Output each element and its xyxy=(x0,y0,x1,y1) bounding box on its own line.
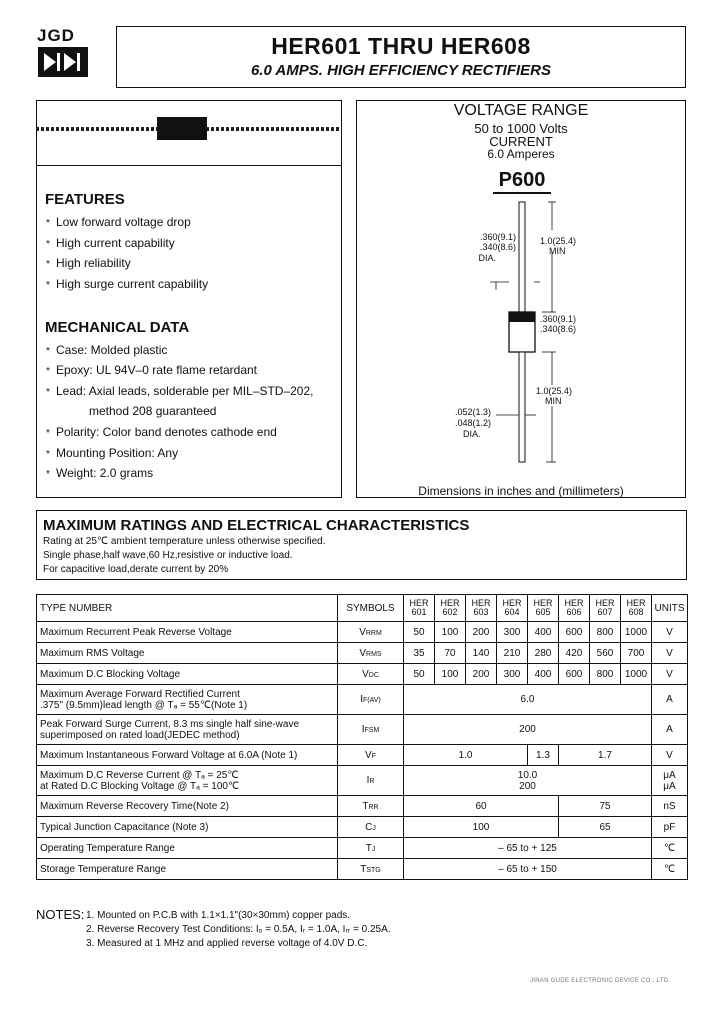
cell-value: 700 xyxy=(621,643,652,664)
cell-value: 1.7 xyxy=(559,745,652,766)
cell-value: 600 xyxy=(559,622,590,643)
row-symbol: TRR xyxy=(338,796,404,817)
row-unit: ℃ xyxy=(652,838,688,859)
cell-value: 300 xyxy=(497,664,528,685)
row-unit: V xyxy=(652,664,688,685)
row-param: Maximum D.C Blocking Voltage xyxy=(37,664,338,685)
row-symbol: VRMS xyxy=(338,643,404,664)
cell-value: 300 xyxy=(497,622,528,643)
row-param: Maximum Recurrent Peak Reverse Voltage xyxy=(37,622,338,643)
cell-value: 140 xyxy=(466,643,497,664)
ratings-table xyxy=(36,594,688,880)
page-title: HER601 THRU HER608 xyxy=(271,33,531,59)
row-param: Maximum Average Forward Rectified Current .375" (9.5mm)lead length @ Tₐ = 55℃(Note 1) xyxy=(37,685,338,715)
table-row xyxy=(37,766,688,796)
col-header-part: HER 605 xyxy=(528,595,559,622)
col-header-part: HER 608 xyxy=(621,595,652,622)
mechanical-item: * Weight: 2.0 grams xyxy=(46,466,154,480)
dim-body-1: .360(9.1) xyxy=(540,314,577,324)
feature-item: * Low forward voltage drop xyxy=(46,215,191,229)
current-label: CURRENT xyxy=(489,134,553,149)
cell-value: 200 xyxy=(466,622,497,643)
cell-value: 50 xyxy=(404,664,435,685)
cell-value: 280 xyxy=(528,643,559,664)
col-header-part: HER 601 xyxy=(404,595,435,622)
row-param: Typical Junction Capacitance (Note 3) xyxy=(37,817,338,838)
cell-value: 65 xyxy=(559,817,652,838)
row-symbol: IR xyxy=(338,766,404,796)
diode-body-image xyxy=(157,117,207,140)
row-param: Operating Temperature Range xyxy=(37,838,338,859)
dim-lead-dia-1: .360(9.1) xyxy=(479,232,516,242)
col-header-part: HER 606 xyxy=(559,595,590,622)
row-symbol: IFSM xyxy=(338,715,404,745)
cell-value: 1.3 xyxy=(528,745,559,766)
table-row xyxy=(37,715,688,745)
row-symbol: TJ xyxy=(338,838,404,859)
feature-item: * High surge current capability xyxy=(46,277,209,291)
cell-value: 35 xyxy=(404,643,435,664)
col-header-symbols: SYMBOLS xyxy=(338,595,404,622)
dim-lead-dia-2: .340(8.6) xyxy=(479,242,516,252)
cell-value: 1.0 xyxy=(404,745,528,766)
cell-value: 100 xyxy=(435,664,466,685)
dim-body-2: .340(8.6) xyxy=(540,324,577,334)
cell-value: 420 xyxy=(559,643,590,664)
table-row xyxy=(37,664,688,685)
col-header-units: UNITS xyxy=(652,595,688,622)
row-unit: V xyxy=(652,745,688,766)
table-row xyxy=(37,859,688,880)
row-unit: A xyxy=(652,715,688,745)
cell-value: 800 xyxy=(590,664,621,685)
table-header-row xyxy=(37,595,688,622)
dim-wire-3: DIA. xyxy=(463,429,481,439)
cell-value: – 65 to + 125 xyxy=(404,838,652,859)
cell-value: 600 xyxy=(559,664,590,685)
row-unit: V xyxy=(652,622,688,643)
dim-len-bot-1: 1.0(25.4) xyxy=(536,386,573,396)
cell-value: 100 xyxy=(435,622,466,643)
cell-value: 200 xyxy=(466,664,497,685)
company-footer: JINAN GUDE ELECTRONIC DEVICE CO., LTD. xyxy=(530,978,671,984)
row-param: Maximum Instantaneous Forward Voltage at 6.0A (Note 1) xyxy=(37,745,338,766)
company-logo-text: JGD xyxy=(37,26,75,45)
ratings-note: For capacitive load,derate current by 20% xyxy=(43,564,229,575)
note-item: 3. Measured at 1 MHz and applied reverse voltage of 4.0V D.C. xyxy=(86,938,368,949)
row-unit: nS xyxy=(652,796,688,817)
row-param: Maximum D.C Reverse Current @ Tₐ = 25℃ at Rated D.C Blocking Voltage @ Tₐ = 100℃ xyxy=(37,766,338,796)
note-item: 2. Reverse Recovery Test Conditions: Iₒ = 0.5A, Iᵣ = 1.0A, Iᵣᵣ = 0.25A. xyxy=(86,924,391,935)
col-header-part: HER 607 xyxy=(590,595,621,622)
table-row xyxy=(37,685,688,715)
cell-value: 6.0 xyxy=(404,685,652,715)
cell-value: 100 xyxy=(404,817,559,838)
dim-len-top-2: MIN xyxy=(549,246,566,256)
cell-value: 1000 xyxy=(621,664,652,685)
col-header-part: HER 603 xyxy=(466,595,497,622)
voltage-range-value: 50 to 1000 Volts xyxy=(474,121,568,136)
table-row xyxy=(37,643,688,664)
dim-lead-dia-3: DIA. xyxy=(478,253,496,263)
dim-len-bot-2: MIN xyxy=(545,396,562,406)
package-name: P600 xyxy=(493,168,551,194)
row-unit: V xyxy=(652,643,688,664)
cell-value: 210 xyxy=(497,643,528,664)
cell-value: 1000 xyxy=(621,622,652,643)
mechanical-item: * Epoxy: UL 94V–0 rate flame retardant xyxy=(46,363,257,377)
row-param: Maximum RMS Voltage xyxy=(37,643,338,664)
feature-item: * High current capability xyxy=(46,236,175,250)
diode-logo-icon xyxy=(38,47,88,77)
company-logo xyxy=(38,47,88,77)
cell-value: – 65 to + 150 xyxy=(404,859,652,880)
row-unit: A xyxy=(652,685,688,715)
col-header-part: HER 602 xyxy=(435,595,466,622)
table-row xyxy=(37,622,688,643)
row-param: Peak Forward Surge Current, 8.3 ms single half sine-wave superimposed on rated load(JEDEC method) xyxy=(37,715,338,745)
ratings-note: Rating at 25℃ ambient temperature unless otherwise specified. xyxy=(43,536,326,547)
mechanical-item: * Mounting Position: Any xyxy=(46,446,179,460)
features-heading: FEATURES xyxy=(45,191,125,208)
cell-value: 400 xyxy=(528,622,559,643)
row-param: Maximum Reverse Recovery Time(Note 2) xyxy=(37,796,338,817)
row-symbol: VF xyxy=(338,745,404,766)
notes-label: NOTES: xyxy=(36,907,85,922)
row-symbol: TSTG xyxy=(338,859,404,880)
dim-wire-2: .048(1.2) xyxy=(455,418,492,428)
ratings-title: MAXIMUM RATINGS AND ELECTRICAL CHARACTERISTICS xyxy=(43,517,470,534)
mechanical-item: * Polarity: Color band denotes cathode end xyxy=(46,425,277,439)
cell-value: 200 xyxy=(404,715,652,745)
dimensions-note: Dimensions in inches and (millimeters) xyxy=(418,484,624,498)
cell-value: 70 xyxy=(435,643,466,664)
cell-value: 50 xyxy=(404,622,435,643)
note-item: 1. Mounted on P.C.B with 1.1×1.1"(30×30mm) copper pads. xyxy=(86,910,351,921)
ratings-note: Single phase,half wave,60 Hz,resistive or inductive load. xyxy=(43,550,293,561)
row-unit: pF xyxy=(652,817,688,838)
cell-value: 560 xyxy=(590,643,621,664)
table-row xyxy=(37,796,688,817)
package-outline-drawing xyxy=(356,190,686,480)
cell-value: 75 xyxy=(559,796,652,817)
dim-wire-1: .052(1.3) xyxy=(455,407,492,417)
row-symbol: IF(AV) xyxy=(338,685,404,715)
col-header-part: HER 604 xyxy=(497,595,528,622)
table-row xyxy=(37,817,688,838)
dim-len-top-1: 1.0(25.4) xyxy=(540,236,577,246)
cell-value: 10.0 200 xyxy=(404,766,652,796)
row-symbol: VDC xyxy=(338,664,404,685)
row-unit: ℃ xyxy=(652,859,688,880)
cell-value: 60 xyxy=(404,796,559,817)
mechanical-item: * Case: Molded plastic xyxy=(46,343,168,357)
table-row xyxy=(37,838,688,859)
cell-value: 400 xyxy=(528,664,559,685)
row-unit: μA μA xyxy=(652,766,688,796)
row-symbol: VRRM xyxy=(338,622,404,643)
current-value: 6.0 Amperes xyxy=(487,147,555,161)
row-param: Storage Temperature Range xyxy=(37,859,338,880)
table-row xyxy=(37,745,688,766)
mechanical-item-continued: method 208 guaranteed xyxy=(89,404,217,418)
feature-item: * High reliability xyxy=(46,256,131,270)
mechanical-heading: MECHANICAL DATA xyxy=(45,319,190,336)
mechanical-item: * Lead: Axial leads, solderable per MIL–STD–202, xyxy=(46,384,314,398)
voltage-range-title: VOLTAGE RANGE xyxy=(453,102,589,119)
row-symbol: CJ xyxy=(338,817,404,838)
page-subtitle: 6.0 AMPS. HIGH EFFICIENCY RECTIFIERS xyxy=(250,62,552,79)
col-header-type: TYPE NUMBER xyxy=(37,595,338,622)
cell-value: 800 xyxy=(590,622,621,643)
